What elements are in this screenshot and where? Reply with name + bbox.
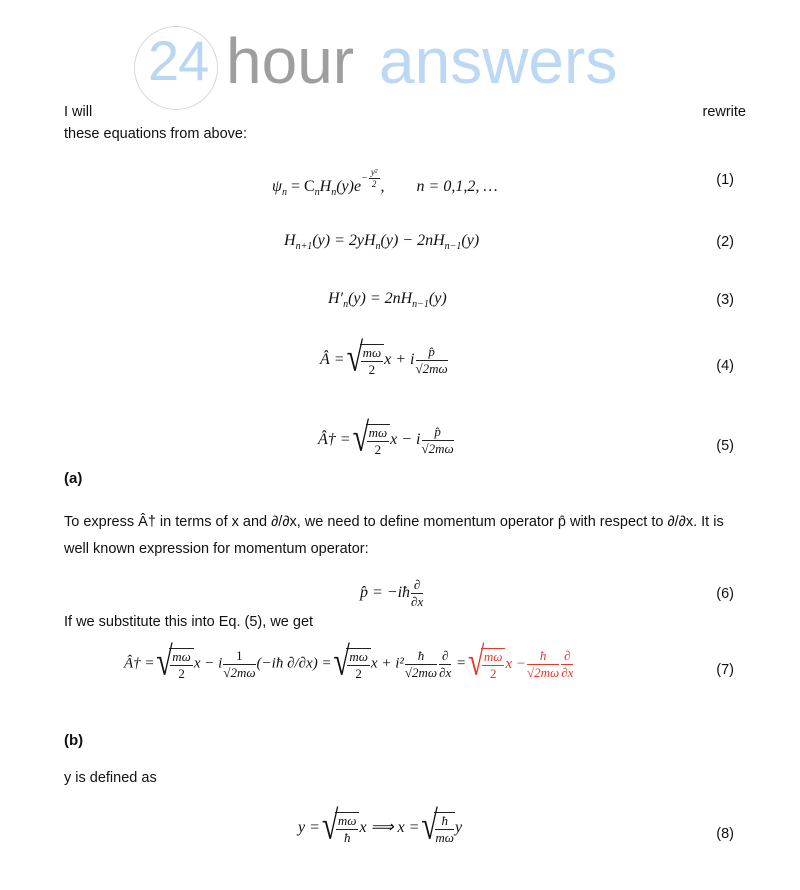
equation-number-1: (1): [716, 172, 734, 188]
intro-line2: these equations from above:: [64, 126, 247, 142]
equation-5: Â† = √ $\frac{m\omega}{2}$ x − i $\frac{p̂}{√2m\omega}$: [318, 424, 455, 456]
intro-line1-right: rewrite: [702, 104, 746, 120]
equation-4: Â = √ $\frac{m\omega}{2}$ x + i $\frac{p̂}{√2m\omega}$: [320, 344, 449, 376]
equation-1: $\psi_n = C_nH_n(y)e-$ $\frac{\text{y²}}{2}$ , n = 0,1,2, …: [272, 167, 498, 199]
equation-number-7: (7): [716, 662, 734, 678]
equation-7: Â† = √ $\frac{m\omega}{2}$ x − i $\frac{1}{√2m\omega}$ (−iħ ∂/∂x) = √ $\frac{m\omega}{2}$ x + i² $\frac{ħ}{√2m\omega}$ $\frac{\partial}{\partial x}$ = √ $\frac{m\omega}{2}$ x − $\frac{ħ}{√2m\omega}$ $\frac{\partial}{\partial x}$: [124, 648, 574, 680]
equation-number-4: (4): [716, 358, 734, 374]
logo-number: 24: [148, 29, 209, 92]
intro-line1-left: I will: [64, 104, 93, 120]
part-a-heading: (a): [64, 470, 83, 487]
equation-8: y = √ $\frac{m\omega}{ħ}$ x ⟹ x = √ $\frac{ħ}{m\omega}$ y: [298, 812, 462, 844]
part-b-heading: (b): [64, 732, 84, 749]
logo-answers: answers: [379, 25, 618, 97]
equation-number-6: (6): [716, 586, 734, 602]
part-b-text: y is defined as: [64, 770, 157, 786]
site-logo: [134, 22, 794, 108]
equation-number-8: (8): [716, 826, 734, 842]
equation-7-result: √ $\frac{m\omega}{2}$ x − $\frac{ħ}{√2m\omega}$ $\frac{\partial}{\partial x}$: [470, 656, 575, 672]
equation-3: $H'_n(y) = 2nH_{n-1}(y)$: [328, 290, 447, 310]
logo-hour: hour: [226, 25, 355, 97]
equation-6: p̂ = −iħ $\frac{\partial}{\partial x}$: [360, 577, 424, 609]
equation-number-2: (2): [716, 234, 734, 250]
substitution-text: If we substitute this into Eq. (5), we get: [64, 614, 314, 630]
part-a-paragraph-line2: well known expression for momentum operator:: [64, 541, 369, 557]
part-a-paragraph-line1: To express Â† in terms of x and ∂/∂x, we need to define momentum operator p̂ with respect to ∂/∂x. It is: [64, 514, 724, 530]
equation-2: $H_{n+1}(y) = 2yH_n(y) - 2nH_{n-1}(y)$: [284, 232, 480, 252]
equation-number-5: (5): [716, 438, 734, 454]
equation-number-3: (3): [716, 292, 734, 308]
